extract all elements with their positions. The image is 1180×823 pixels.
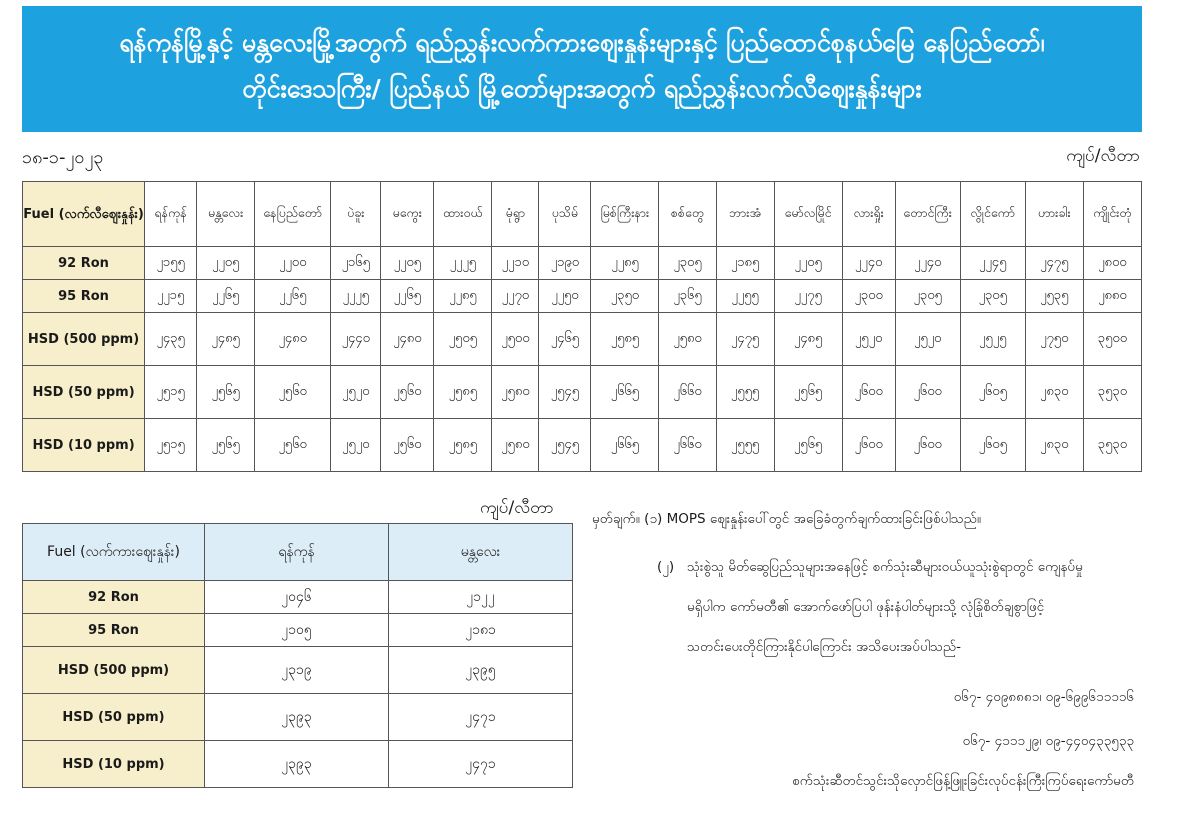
- price-cell: ၂၆၆၀: [659, 419, 716, 472]
- price-cell: ၂၂၅၀: [539, 280, 591, 313]
- retail-fuel-header: Fuel (လက်လီဈေးနှုန်း): [23, 182, 145, 247]
- price-cell: ၂၆၀၅: [960, 419, 1025, 472]
- price-cell: ၂၂၂၅: [434, 247, 492, 280]
- price-cell: ၂၄၈၅: [774, 313, 842, 366]
- price-cell: ၂၅၂၀: [842, 313, 895, 366]
- wholesale-price-table: [22, 523, 573, 788]
- table-row: [23, 313, 1142, 366]
- price-cell: ၂၁၀၅: [205, 614, 389, 647]
- title-banner: [22, 6, 1142, 132]
- price-cell: ၂၅၂၅: [960, 313, 1025, 366]
- price-cell: ၂၆၆၅: [591, 366, 659, 419]
- price-cell: ၂၄၇၁: [389, 741, 573, 788]
- retail-city-header: မုံရွာ: [492, 182, 539, 247]
- price-cell: ၂၁၈၅: [716, 247, 774, 280]
- price-cell: ၂၈၈၀: [1083, 280, 1141, 313]
- retail-unit-label: ကျပ်/လီတာ: [1066, 146, 1140, 166]
- retail-header-row: [23, 182, 1142, 247]
- price-cell: ၂၂၀၅: [774, 247, 842, 280]
- price-cell: ၃၅၃၀: [1083, 419, 1141, 472]
- retail-city-header: မကွေး: [381, 182, 434, 247]
- price-cell: ၂၅၆၅: [774, 366, 842, 419]
- price-cell: ၂၃၉၃: [205, 694, 389, 741]
- price-cell: ၂၅၆၅: [197, 366, 255, 419]
- price-cell: ၂၂၀၅: [197, 247, 255, 280]
- price-cell: ၃၅၀၀: [1083, 313, 1141, 366]
- phone-numbers-2: ၀၆၇- ၄၁၁၁၂၉၊ ၀၉-၄၄၀၄၃၃၅၃၃: [962, 733, 1134, 749]
- price-cell: ၂၆၆၀: [659, 366, 716, 419]
- fuel-type-label: 92 Ron: [23, 581, 205, 614]
- price-cell: ၂၃၀၀: [842, 280, 895, 313]
- table-row: [23, 419, 1142, 472]
- note-2-line: သတင်းပေးတိုင်ကြားနိုင်ပါကြောင်း အသိပေးအပ်ပါသည်-: [687, 639, 961, 655]
- price-cell: ၂၅၀၅: [434, 313, 492, 366]
- price-cell: ၂၅၆၅: [197, 419, 255, 472]
- price-cell: ၂၅၆၀: [381, 366, 434, 419]
- table-row: [23, 280, 1142, 313]
- price-cell: ၂၆၀၀: [895, 419, 960, 472]
- price-cell: ၂၅၆၀: [255, 419, 331, 472]
- note-2-line: သုံးစွဲသူ မိတ်ဆွေပြည်သူများအနေဖြင့် စက်သုံးဆီများဝယ်ယူသုံးစွဲရာတွင် ကျေနပ်မှု: [687, 559, 1083, 575]
- retail-city-header: ကျိုင်းတုံ: [1083, 182, 1141, 247]
- price-cell: ၂၂၅၅: [716, 280, 774, 313]
- retail-city-header: ပဲခူး: [331, 182, 381, 247]
- wholesale-header-row: [23, 524, 573, 581]
- price-cell: ၂၂၈၅: [591, 247, 659, 280]
- wholesale-unit-label: ကျပ်/လီတာ: [480, 498, 554, 518]
- price-cell: ၂၅၂၀: [895, 313, 960, 366]
- price-cell: ၂၇၅၀: [1025, 313, 1083, 366]
- price-cell: ၂၃၉၃: [205, 741, 389, 788]
- wholesale-city-header: မန္တလေး: [389, 524, 573, 581]
- retail-price-table: [22, 181, 1142, 472]
- price-cell: ၂၂၀၀: [255, 247, 331, 280]
- price-cell: ၂၁၅၅: [145, 247, 197, 280]
- note-2-number: (၂): [657, 559, 675, 575]
- price-cell: ၂၄၇၅: [716, 313, 774, 366]
- price-cell: ၂၅၂၀: [331, 366, 381, 419]
- price-cell: ၂၁၈၁: [389, 614, 573, 647]
- price-cell: ၂၅၁၅: [145, 419, 197, 472]
- price-cell: ၃၅၃၀: [1083, 366, 1141, 419]
- price-cell: ၂၂၂၅: [331, 280, 381, 313]
- fuel-type-label: 95 Ron: [23, 614, 205, 647]
- table-row: [23, 366, 1142, 419]
- price-cell: ၂၈၀၀: [1083, 247, 1141, 280]
- price-cell: ၂၃၆၅: [659, 280, 716, 313]
- table-row: [23, 614, 573, 647]
- price-cell: ၂၂၆၅: [255, 280, 331, 313]
- fuel-type-label: HSD (10 ppm): [23, 419, 145, 472]
- price-cell: ၂၀၄၆: [205, 581, 389, 614]
- note-1: မှတ်ချက်။ (၁) MOPS ဈေးနှုန်းပေါ်တွင် အခြေခံတွက်ချက်ထားခြင်းဖြစ်ပါသည်။: [592, 511, 981, 527]
- price-cell: ၂၅၁၅: [145, 366, 197, 419]
- price-cell: ၂၂၄၅: [960, 247, 1025, 280]
- price-cell: ၂၅၀၀: [492, 313, 539, 366]
- price-cell: ၂၁၉၀: [539, 247, 591, 280]
- price-cell: ၂၅၅၅: [716, 419, 774, 472]
- title-line-1: ရန်ကုန်မြို့နှင့် မန္တလေးမြို့အတွက် ရည်ညွှန်းလက်ကားဈေးနှုန်းများနှင့် ပြည်ထောင်စုနယ်မြေ နေပြည်တော်၊: [119, 28, 1045, 57]
- price-cell: ၂၅၆၀: [255, 366, 331, 419]
- price-cell: ၂၂၄၀: [842, 247, 895, 280]
- fuel-type-label: HSD (10 ppm): [23, 741, 205, 788]
- table-row: [23, 247, 1142, 280]
- committee-name: စက်သုံးဆီတင်သွင်းသိုလှောင်ဖြန့်ဖြူးခြင်းလုပ်ငန်းကြီးကြပ်ရေးကော်မတီ: [792, 773, 1134, 789]
- fuel-type-label: HSD (500 ppm): [23, 313, 145, 366]
- price-cell: ၂၄၆၅: [539, 313, 591, 366]
- retail-city-header: ရန်ကုန်: [145, 182, 197, 247]
- retail-city-header: လားရှိုး: [842, 182, 895, 247]
- price-cell: ၂၄၃၅: [145, 313, 197, 366]
- wholesale-fuel-header: Fuel (လက်ကားဈေးနှုန်း): [23, 524, 205, 581]
- price-cell: ၂၄၇၁: [389, 694, 573, 741]
- table-row: [23, 694, 573, 741]
- price-cell: ၂၅၃၅: [1025, 280, 1083, 313]
- wholesale-city-header: ရန်ကုန်: [205, 524, 389, 581]
- price-cell: ၂၈၃၀: [1025, 419, 1083, 472]
- price-cell: ၂၈၃၀: [1025, 366, 1083, 419]
- retail-city-header: မော်လမြိုင်: [774, 182, 842, 247]
- price-cell: ၂၃၁၉: [205, 647, 389, 694]
- price-cell: ၂၆၀၀: [842, 419, 895, 472]
- price-cell: ၂၄၈၀: [381, 313, 434, 366]
- fuel-type-label: HSD (50 ppm): [23, 366, 145, 419]
- retail-city-header: မြစ်ကြီးနား: [591, 182, 659, 247]
- price-cell: ၂၃၅၀: [591, 280, 659, 313]
- retail-city-header: တောင်ကြီး: [895, 182, 960, 247]
- note-2-line: မရှိပါက ကော်မတီ၏ အောက်ဖော်ပြပါ ဖုန်းနံပါတ်များသို့ လုံခြုံစိတ်ချစွာဖြင့်: [687, 599, 1045, 615]
- price-cell: ၂၅၈၅: [434, 366, 492, 419]
- price-cell: ၂၁၂၂: [389, 581, 573, 614]
- phone-numbers-1: ၀၆၇- ၄၀၉၈၈၈၁၊ ၀၉-၆၉၉၆၁၁၁၁၆: [953, 689, 1134, 705]
- price-cell: ၂၂၁၀: [492, 247, 539, 280]
- price-cell: ၂၅၈၀: [492, 366, 539, 419]
- price-cell: ၂၄၈၀: [255, 313, 331, 366]
- fuel-type-label: 92 Ron: [23, 247, 145, 280]
- fuel-type-label: 95 Ron: [23, 280, 145, 313]
- retail-city-header: ထားဝယ်: [434, 182, 492, 247]
- fuel-type-label: HSD (50 ppm): [23, 694, 205, 741]
- price-cell: ၂၅၈၅: [434, 419, 492, 472]
- price-cell: ၂၅၆၀: [381, 419, 434, 472]
- price-cell: ၂၃၀၅: [895, 280, 960, 313]
- date-label: ၁၈-၁-၂၀၂၃: [22, 147, 104, 168]
- price-cell: ၂၃၉၅: [389, 647, 573, 694]
- price-cell: ၂၃၀၅: [960, 280, 1025, 313]
- price-cell: ၂၄၄၀: [331, 313, 381, 366]
- fuel-type-label: HSD (500 ppm): [23, 647, 205, 694]
- price-cell: ၂၂၆၅: [381, 280, 434, 313]
- table-row: [23, 647, 573, 694]
- price-cell: ၂၂၈၅: [434, 280, 492, 313]
- price-cell: ၂၅၆၅: [774, 419, 842, 472]
- retail-city-header: လွိုင်ကော်: [960, 182, 1025, 247]
- price-cell: ၂၂၀၅: [381, 247, 434, 280]
- price-cell: ၂၆၀၅: [960, 366, 1025, 419]
- price-cell: ၂၅၈၅: [591, 313, 659, 366]
- price-cell: ၂၅၈၀: [492, 419, 539, 472]
- price-cell: ၂၆၀၀: [842, 366, 895, 419]
- price-cell: ၂၄၇၅: [1025, 247, 1083, 280]
- price-cell: ၂၂၇၅: [774, 280, 842, 313]
- price-cell: ၂၅၄၅: [539, 419, 591, 472]
- title-line-2: တိုင်းဒေသကြီး/ ပြည်နယ် မြို့တော်များအတွက် ရည်ညွှန်းလက်လီဈေးနှုန်းများ: [242, 74, 922, 103]
- price-cell: ၂၅၂၀: [331, 419, 381, 472]
- retail-city-header: ဟားခါး: [1025, 182, 1083, 247]
- retail-city-header: ပုသိမ်: [539, 182, 591, 247]
- price-cell: ၂၂၁၅: [145, 280, 197, 313]
- price-cell: ၂၂၇၀: [492, 280, 539, 313]
- price-cell: ၂၂၆၅: [197, 280, 255, 313]
- price-cell: ၂၅၄၅: [539, 366, 591, 419]
- table-row: [23, 581, 573, 614]
- price-cell: ၂၆၆၅: [591, 419, 659, 472]
- retail-city-header: စစ်တွေ: [659, 182, 716, 247]
- price-cell: ၂၅၈၀: [659, 313, 716, 366]
- table-row: [23, 741, 573, 788]
- price-cell: ၂၂၄၀: [895, 247, 960, 280]
- retail-city-header: ဘားအံ: [716, 182, 774, 247]
- price-cell: ၂၁၆၅: [331, 247, 381, 280]
- retail-city-header: မန္တလေး: [197, 182, 255, 247]
- price-cell: ၂၄၈၅: [197, 313, 255, 366]
- price-cell: ၂၆၀၀: [895, 366, 960, 419]
- price-cell: ၂၅၅၅: [716, 366, 774, 419]
- price-cell: ၂၃၀၅: [659, 247, 716, 280]
- retail-city-header: နေပြည်တော်: [255, 182, 331, 247]
